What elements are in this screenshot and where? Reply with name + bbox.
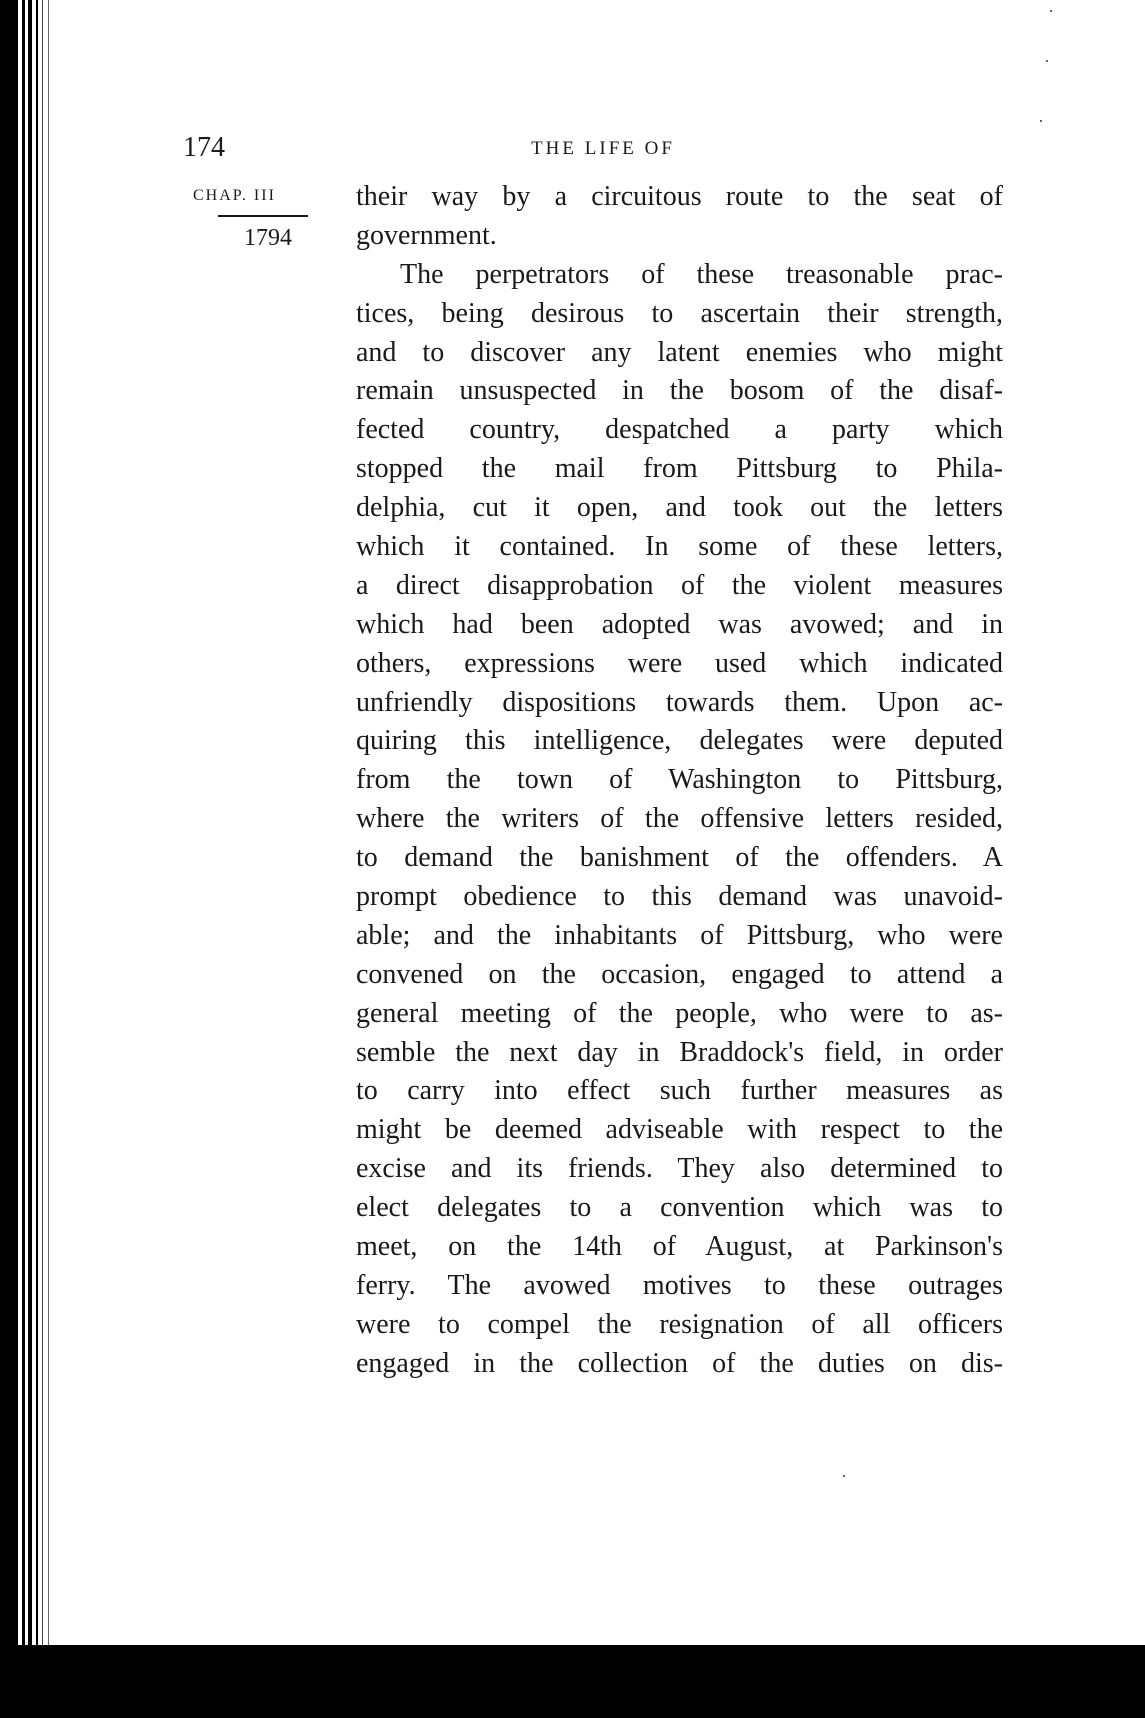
text-line: delphia, cut it open, and took out the letters	[356, 492, 1003, 524]
running-head: THE LIFE OF	[531, 138, 675, 159]
text-line: to carry into effect such further measures as	[356, 1075, 1003, 1107]
text-line: from the town of Washington to Pittsburg,	[356, 764, 1003, 796]
scan-speck	[1040, 120, 1042, 122]
text-line: a direct disapprobation of the violent measures	[356, 569, 1003, 601]
text-line: The perpetrators of these treasonable prac-	[400, 258, 1003, 290]
text-line: convened on the occasion, engaged to attend a	[356, 958, 1003, 990]
scan-speck	[1046, 60, 1048, 62]
scan-speck	[843, 1475, 845, 1477]
binding-line	[28, 0, 32, 1718]
page-number: 174	[183, 132, 225, 163]
body-text	[356, 178, 1003, 1384]
text-line: and to discover any latent enemies who might	[356, 336, 1003, 368]
text-line: able; and the inhabitants of Pittsburg, who were	[356, 919, 1003, 951]
text-line: general meeting of the people, who were to as-	[356, 997, 1003, 1029]
scan-bottom-edge	[0, 1645, 1145, 1718]
margin-rule	[218, 215, 308, 217]
text-line: ferry. The avowed motives to these outrages	[356, 1269, 1003, 1301]
text-line: which it contained. In some of these letters,	[356, 531, 1003, 563]
binding-edge	[0, 0, 70, 1718]
scan-speck	[1050, 10, 1052, 12]
text-line: meet, on the 14th of August, at Parkinson's	[356, 1231, 1003, 1263]
margin-chapter: CHAP. III	[193, 187, 276, 204]
text-line: to demand the banishment of the offenders. A	[356, 842, 1003, 874]
page-header	[183, 132, 1003, 172]
text-line: stopped the mail from Pittsburg to Phila-	[356, 453, 1003, 485]
binding-line	[36, 0, 38, 1718]
text-line: remain unsuspected in the bosom of the disaf-	[356, 375, 1003, 407]
binding-shadow	[0, 0, 18, 1718]
binding-line	[42, 0, 43, 1718]
text-line: their way by a circuitous route to the seat of	[356, 181, 1003, 212]
text-line: tices, being desirous to ascertain their strength,	[356, 297, 1003, 329]
text-line: quiring this intelligence, delegates were deputed	[356, 725, 1003, 757]
text-line: where the writers of the offensive letters resided,	[356, 803, 1003, 835]
text-line: government.	[356, 219, 497, 251]
text-line: semble the next day in Braddock's field, in order	[356, 1036, 1003, 1068]
text-line: were to compel the resignation of all officers	[356, 1308, 1003, 1340]
text-line: excise and its friends. They also determined to	[356, 1153, 1003, 1185]
text-line: fected country, despatched a party which	[356, 414, 1003, 446]
text-line: prompt obedience to this demand was unavoid-	[356, 881, 1003, 913]
text-line: elect delegates to a convention which was to	[356, 1192, 1003, 1224]
text-line: unfriendly dispositions towards them. Upon ac-	[356, 686, 1003, 718]
binding-line	[22, 0, 25, 1718]
margin-year: 1794	[244, 225, 292, 251]
text-line: others, expressions were used which indicated	[356, 647, 1003, 679]
text-line: might be deemed adviseable with respect to the	[356, 1114, 1003, 1146]
text-line: engaged in the collection of the duties on dis-	[356, 1347, 1003, 1379]
text-line: which had been adopted was avowed; and in	[356, 608, 1003, 640]
binding-line	[48, 0, 49, 1718]
